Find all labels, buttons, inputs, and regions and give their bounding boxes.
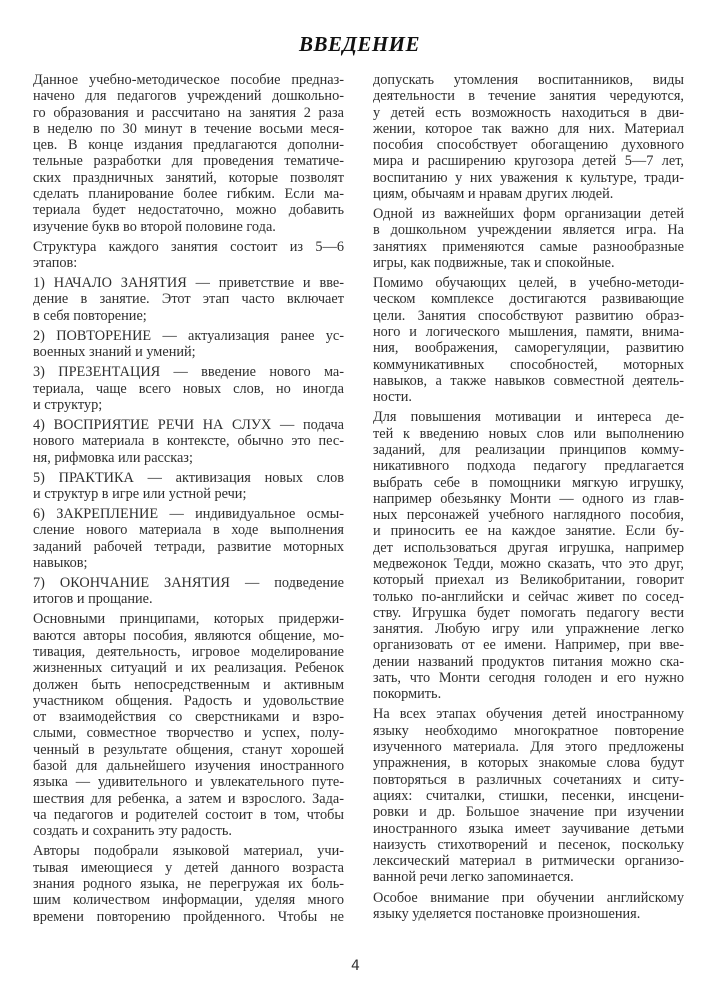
text-line: ванной речи легко запоминается.	[373, 869, 574, 886]
text-line: Данное учебно-методическое пособие предназ-	[33, 72, 344, 88]
text-line: деятельности в течение занятия чередуются,	[373, 88, 684, 105]
text-line: тывая имеющиеся у детей данного возраста	[33, 859, 344, 876]
text-line: создать и сохранить эту радость.	[33, 823, 233, 840]
text-line: должен быть непосредственным и активным	[33, 676, 344, 693]
text-line: только по-английски и сейчас живет по сосед-	[373, 588, 684, 605]
text-line: заданий рабочей тетради, развитие моторных	[33, 538, 344, 555]
text-line: тельные разработки для проведения тематиче-	[33, 153, 344, 170]
text-line: териала будет недостаточно, можно добавить	[33, 202, 344, 219]
paragraph	[373, 706, 684, 885]
text-line: занятия. Любую игру или упражнение легко	[373, 621, 684, 638]
paragraph	[373, 275, 684, 405]
paragraph	[33, 470, 344, 503]
text-line: языку уделяется постановке произношения.	[373, 905, 641, 922]
text-line: лексический материал в ритмически организо-	[373, 853, 684, 870]
text-line: знания родного языка, не перегружая их боль-	[33, 875, 344, 892]
text-line: в неделю по 30 минут в течение восьми меся-	[33, 120, 344, 137]
text-line: ности.	[373, 389, 412, 406]
text-line: ваются авторы пособия, являются общение, мо-	[33, 627, 344, 644]
text-line: Особое внимание при обучении английскому	[373, 889, 684, 906]
paragraph	[373, 206, 684, 271]
right-column	[373, 72, 684, 926]
text-line: го образования и рассчитано на занятия 2 раза	[33, 104, 344, 121]
paragraph	[33, 328, 344, 361]
text-line: иностранного языка имеет заучивание детьми	[373, 820, 684, 837]
text-line: этапов:	[33, 255, 78, 272]
text-line: итогов и прощание.	[33, 591, 153, 608]
text-line: 3) ПРЕЗЕНТАЦИЯ — введение нового ма-	[33, 364, 344, 381]
text-line: повторяться в различных сочетаниях и ситу-	[373, 771, 684, 788]
text-line: воспитанию у них уважения к культуре, тради-	[373, 169, 684, 186]
text-line: тивация, деятельность, игровое моделирование	[33, 643, 344, 660]
text-line: который приехал из Великобритании, говорит	[373, 572, 684, 589]
text-line: базой для дальнейшего изучения иностранного	[33, 758, 344, 775]
text-line: ча педагогов и родителей состоит в том, чтобы	[33, 806, 344, 823]
text-line: зать, что Монти сегодня голоден и его нужно	[373, 670, 684, 687]
text-line: Помимо обучающих целей, в учебно-методи-	[373, 275, 684, 292]
text-line: занятиях применяются самые разнообразные	[373, 238, 684, 255]
text-line: языку необходимо многократное повторение	[373, 722, 684, 739]
page-number: 4	[351, 958, 360, 974]
text-line: ациях: считалки, стишки, песенки, инсцени-	[373, 787, 684, 804]
text-line: шествия для ребенка, а затем и взрослого. Зада-	[33, 790, 344, 807]
text-line: дении названий продуктов питания можно ска-	[373, 653, 684, 670]
text-line: жизненных ситуаций и их реализация. Ребенок	[33, 660, 344, 677]
text-line: у детей есть возможность находиться в дви-	[373, 104, 684, 121]
text-line: и приносить ее на каждое занятие. Если бу-	[373, 523, 684, 540]
text-line: и структур;	[33, 396, 103, 413]
paragraph	[373, 72, 684, 202]
text-line: цев. В конце издания предлагаются дополни-	[33, 137, 344, 154]
paragraph	[33, 364, 344, 413]
text-line: навыков, а также навыков совместной деятель-	[373, 372, 684, 389]
text-line: никативного подхода педагогу предлагается	[373, 458, 684, 475]
text-line: ния, воображения, саморегуляции, развитию	[373, 340, 684, 357]
text-line: ного и логического мышления, памяти, внима-	[373, 324, 684, 341]
text-line: Структура каждого занятия состоит из 5—6	[33, 238, 344, 255]
text-line: 4) ВОСПРИЯТИЕ РЕЧИ НА СЛУХ — подача	[33, 416, 344, 433]
text-line: ченный в результате общения, станут хорошей	[33, 741, 344, 758]
text-line: Авторы подобрали языковой материал, учи-	[33, 843, 344, 860]
text-line: упражнения, в которых знакомые слова будут	[373, 755, 684, 772]
text-line: На всех этапах обучения детей иностранному	[373, 706, 684, 723]
text-line: начено для педагогов учреждений дошкольно-	[33, 88, 344, 105]
text-line: дет использоваться другая игрушка, например	[373, 539, 684, 556]
text-line: 1) НАЧАЛО ЗАНЯТИЯ — приветствие и вве-	[33, 275, 344, 292]
paragraph	[33, 506, 344, 571]
text-line: териала, чаще всего новых слов, но иногда	[33, 380, 344, 397]
text-line: 7) ОКОНЧАНИЕ ЗАНЯТИЯ — подведение	[33, 574, 344, 591]
left-column	[33, 72, 344, 929]
text-line: шим количеством информации, уделяя много	[33, 892, 344, 909]
text-line: сделать планирование более гибким. Если ма-	[33, 186, 344, 203]
text-line: жении, которое так важно для них. Материал	[373, 120, 684, 137]
paragraph	[33, 575, 344, 608]
text-line: в себя повторение;	[33, 307, 147, 324]
text-line: ству. Игрушка будет помогать педагогу вести	[373, 604, 684, 621]
text-line: покормить.	[373, 686, 442, 703]
text-line: дение в занятие. Этот этап часто включает	[33, 291, 344, 308]
text-line: 5) ПРАКТИКА — активизация новых слов	[33, 469, 344, 486]
text-line: 6) ЗАКРЕПЛЕНИЕ — индивидуальное осмы-	[33, 506, 344, 522]
text-line: ных персонажей учебного наглядного пособия,	[373, 507, 684, 524]
text-line: участником общения. Радость и удовольствие	[33, 692, 344, 709]
text-line: изученного материала. Для этого предложены	[373, 739, 684, 756]
text-line: тей к введению новых слов или выполнению	[373, 425, 684, 442]
text-line: заданий, для реализации принципов комму-	[373, 441, 684, 458]
text-line: циям, обычаям и нравам других людей.	[373, 186, 614, 203]
text-line: Основными принципами, которых придержи-	[33, 611, 344, 628]
text-line: 2) ПОВТОРЕНИЕ — актуализация ранее ус-	[33, 327, 344, 344]
text-line: пособия способствует обогащению духовного	[373, 137, 684, 154]
paragraph	[33, 239, 344, 272]
paragraph	[33, 417, 344, 466]
text-line: цели. Занятия способствуют развитию образ-	[373, 307, 684, 324]
text-line: ровки и др. Большое значение при изучении	[373, 804, 684, 821]
text-line: и структур в игре или устной речи;	[33, 485, 247, 502]
text-line: Одной из важнейших форм организации детей	[373, 206, 684, 223]
text-line: ня, рифмовка или рассказ;	[33, 449, 193, 466]
text-line: сление нового материала в ходе выполнения	[33, 522, 344, 539]
text-line: слыми, совместное творчество и успех, полу-	[33, 725, 344, 742]
text-line: наизусть стихотворений и песенок, поскольку	[373, 836, 684, 853]
paragraph	[373, 890, 684, 923]
text-line: навыков;	[33, 554, 88, 571]
text-line: в дошкольном учреждении является игра. На	[373, 222, 684, 239]
page-title: ВВЕДЕНИЕ	[298, 32, 421, 56]
text-line: ских праздничных занятий, которые позволят	[33, 169, 344, 186]
text-line: выбрать себе в помощники мягкую игрушку,	[373, 474, 684, 491]
text-line: мира и расширению кругозора детей 5—7 лет,	[373, 153, 684, 170]
paragraph	[33, 72, 344, 235]
paragraph	[33, 275, 344, 324]
text-line: времени повторению пройденного. Чтобы не	[33, 908, 344, 925]
text-line: ческом комплексе достигаются развивающие	[373, 291, 684, 308]
text-line: военных знаний и умений;	[33, 344, 196, 361]
text-line: организовать от ее имени. Например, при вве-	[373, 637, 684, 654]
paragraph	[33, 611, 344, 839]
text-line: коммуникативных способностей, моторных	[373, 356, 684, 373]
text-line: нового материала в контексте, обычно это пес-	[33, 433, 344, 450]
text-line: медвежонок Тедди, можно сказать, что это друг,	[373, 556, 684, 572]
text-line: от взаимодействия со сверстниками и взро-	[33, 709, 344, 726]
text-line: языка — удивительного и увлекательного путе-	[33, 774, 344, 791]
text-line: Для повышения мотивации и интереса де-	[373, 409, 684, 426]
paragraph	[33, 843, 344, 924]
text-line: изучение букв во второй половине года.	[33, 218, 276, 235]
text-line: например обезьянку Монти — одного из глав-	[373, 490, 684, 507]
text-line: игры, как подвижные, так и спокойные.	[373, 255, 615, 272]
paragraph	[373, 409, 684, 702]
text-line: допускать утомления воспитанников, виды	[373, 72, 684, 88]
